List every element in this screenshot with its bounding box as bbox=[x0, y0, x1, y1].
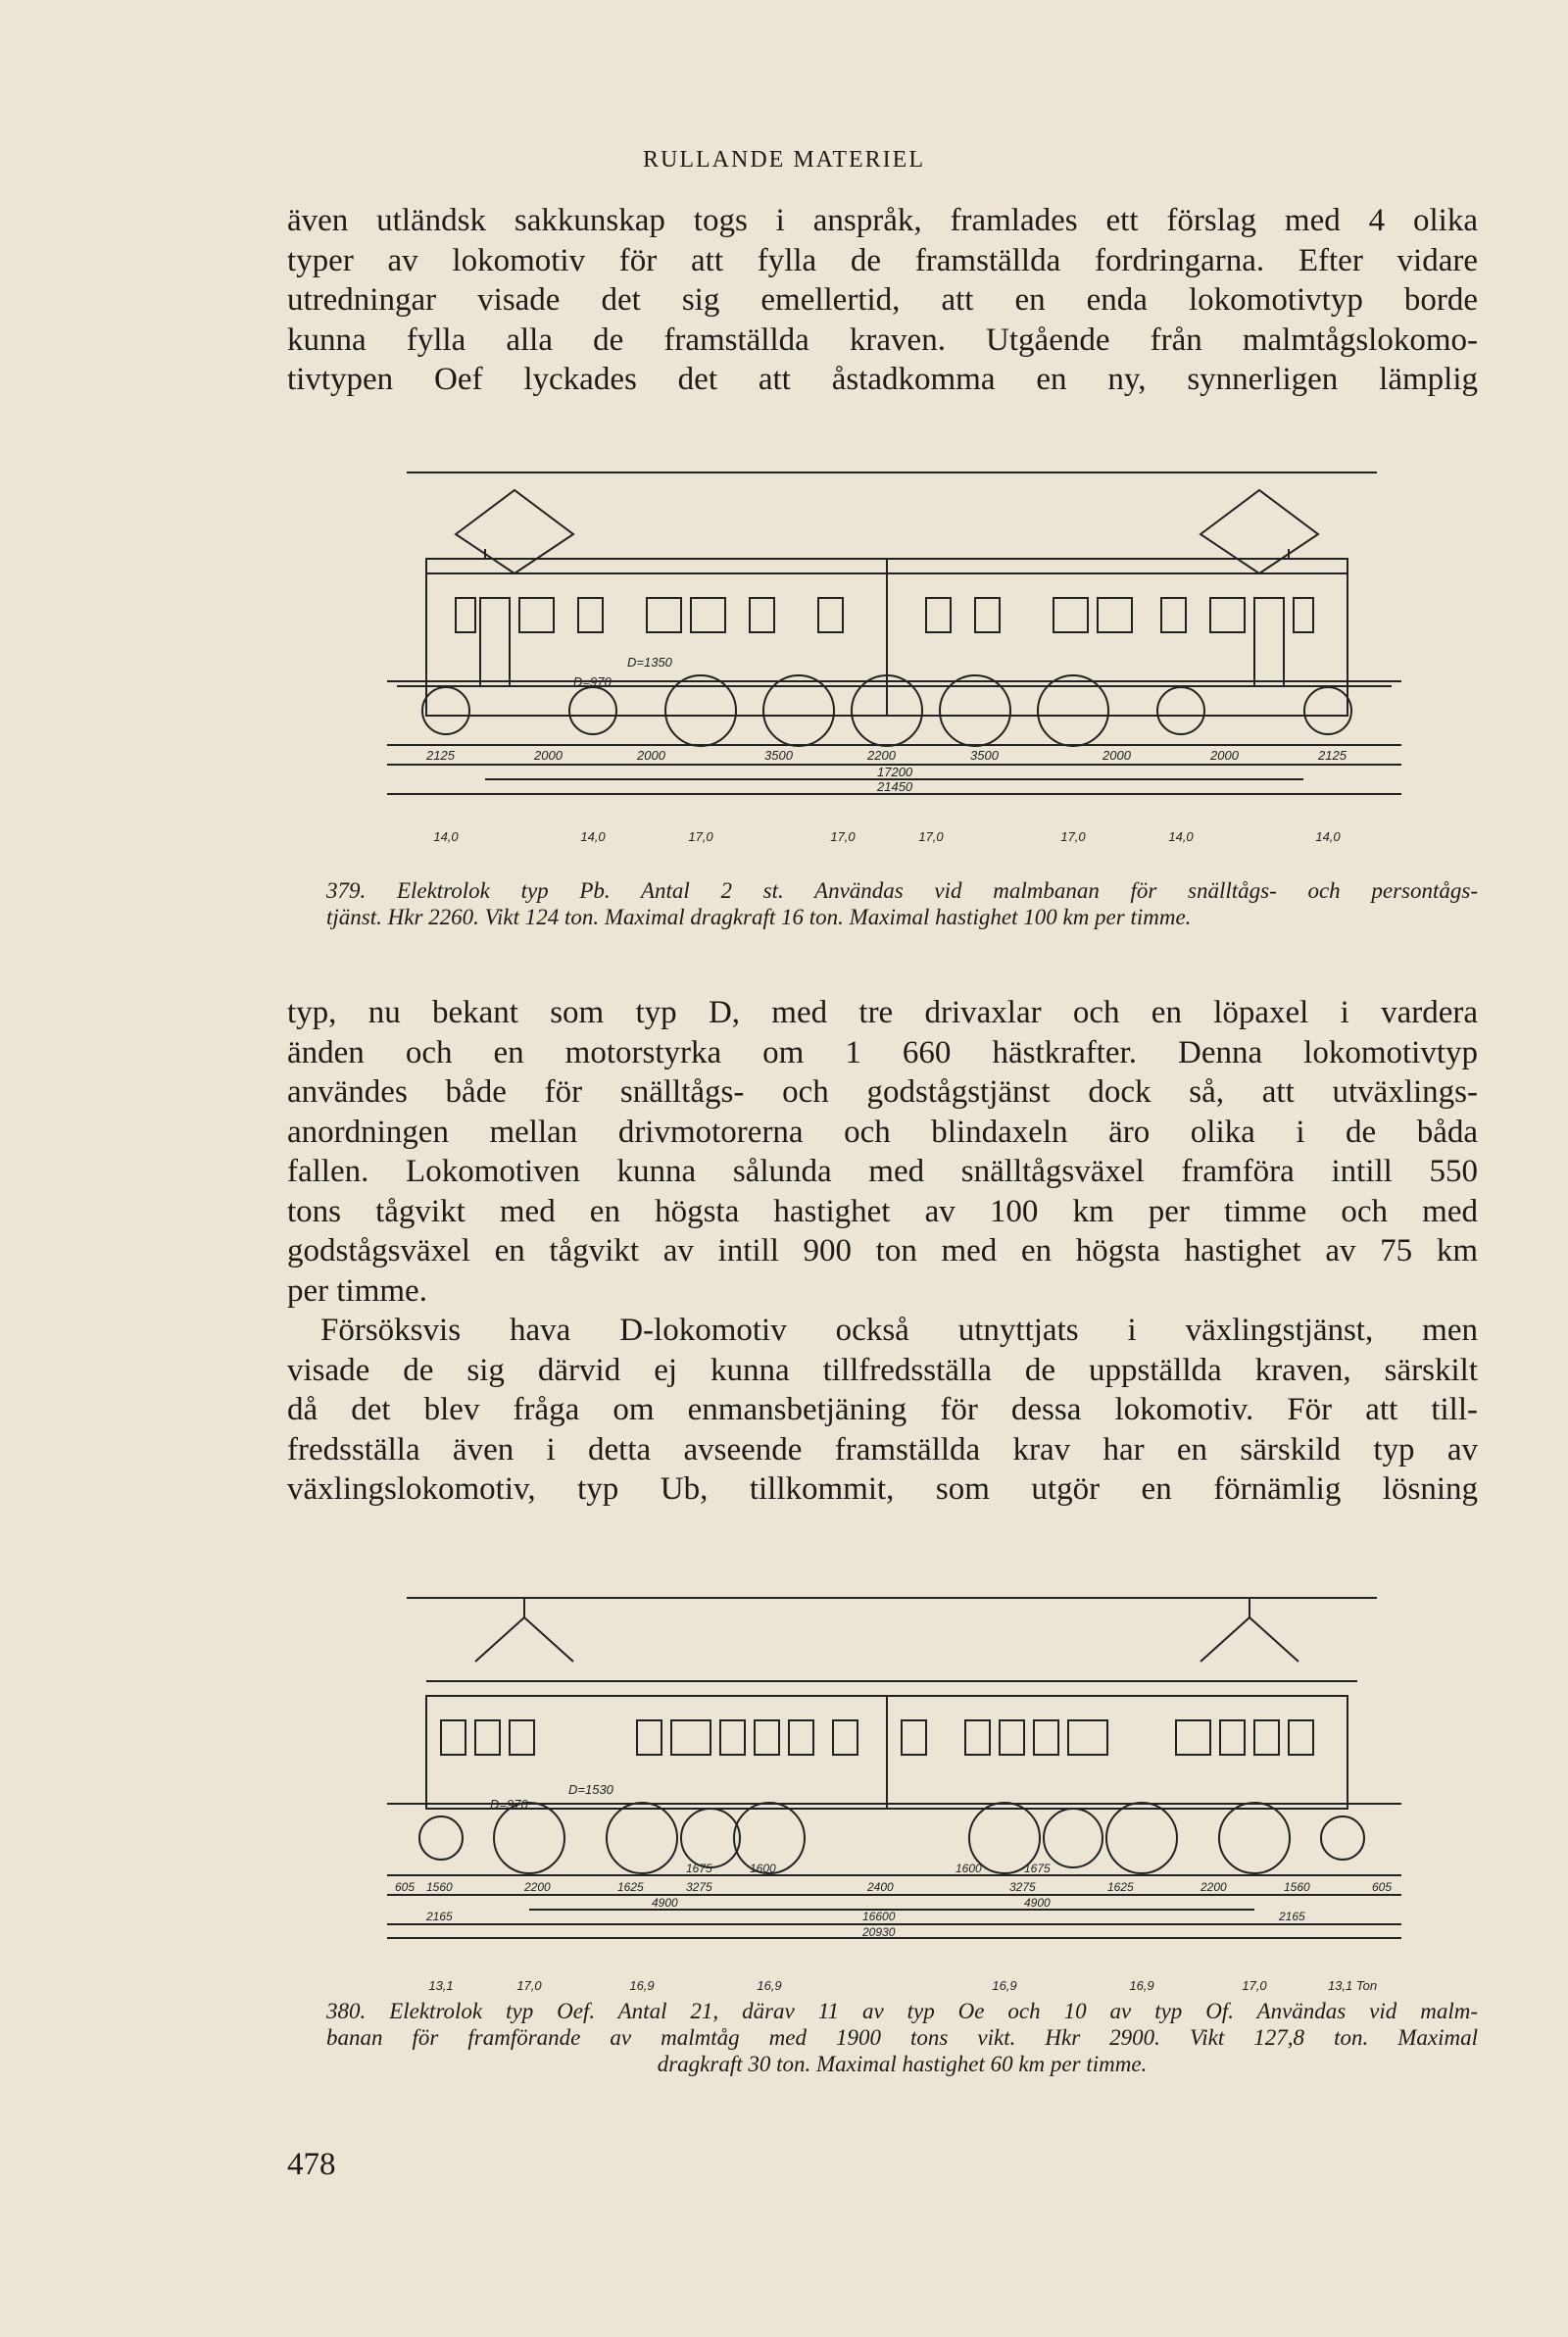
dimension-label: 1675 bbox=[1024, 1862, 1051, 1875]
axle-load-label: 14,0 bbox=[1315, 829, 1341, 844]
dimension-label: 1560 bbox=[426, 1880, 453, 1894]
dimension-label: 3500 bbox=[764, 748, 793, 763]
paragraph-2 bbox=[287, 993, 1478, 1311]
wheel-diameter-label: D=1350 bbox=[627, 655, 672, 670]
axle-load-label: 17,0 bbox=[516, 1978, 542, 1993]
text-line: användes både för snälltågs- och godstågstjänst dock så, att utväxlings- bbox=[287, 1074, 1478, 1110]
dimension-label: 2000 bbox=[637, 748, 665, 763]
dimension-label: 2200 bbox=[1200, 1880, 1227, 1894]
axle-load-label: 16,9 bbox=[757, 1978, 782, 1993]
dimension-label: 1625 bbox=[617, 1880, 644, 1894]
axle-load-label: 17,0 bbox=[1060, 829, 1086, 844]
dimension-label: 1600 bbox=[956, 1862, 982, 1875]
axle-load-label: 17,0 bbox=[1242, 1978, 1267, 1993]
caption-line: 379. Elektrolok typ Pb. Antal 2 st. Användas vid malmbanan för snälltågs- och persontågs- bbox=[326, 878, 1478, 903]
text-line: utredningar visade det sig emellertid, att en enda lokomotivtyp borde bbox=[287, 282, 1478, 318]
axle-load-label: 17,0 bbox=[830, 829, 856, 844]
axle-load-label: 16,9 bbox=[992, 1978, 1017, 1993]
text-line: tons tågvikt med en högsta hastighet av 100 km per timme och med bbox=[287, 1193, 1478, 1229]
caption-line: tjänst. Hkr 2260. Vikt 124 ton. Maximal dragkraft 16 ton. Maximal hastighet 100 km per timme. bbox=[326, 905, 1192, 929]
axle-load-label: 14,0 bbox=[1168, 829, 1194, 844]
dimension-label: 1675 bbox=[686, 1862, 712, 1875]
dimension-label: 2000 bbox=[1102, 748, 1131, 763]
paragraph-1 bbox=[287, 201, 1478, 400]
wheel-diameter-label: D=970 bbox=[490, 1797, 528, 1812]
dimension-label: 1560 bbox=[1284, 1880, 1310, 1894]
dimension-label: 3275 bbox=[686, 1880, 712, 1894]
text-line: godstågsväxel en tågvikt av intill 900 ton med en högsta hastighet av 75 km bbox=[287, 1233, 1478, 1268]
dimension-label: 1600 bbox=[750, 1862, 776, 1875]
caption-line: banan för framförande av malmtåg med 1900 tons vikt. Hkr 2900. Vikt 127,8 ton. Maximal bbox=[326, 2025, 1478, 2050]
figure-379-caption bbox=[326, 877, 1478, 930]
text-line: även utländsk sakkunskap togs i anspråk, framlades ett förslag med 4 olika bbox=[287, 203, 1478, 238]
dimension-label: 17200 bbox=[877, 765, 913, 779]
caption-line: dragkraft 30 ton. Maximal hastighet 60 km per timme. bbox=[657, 2052, 1148, 2076]
text-line: per timme. bbox=[287, 1272, 427, 1309]
dimension-label: 2000 bbox=[1210, 748, 1239, 763]
text-line: växlingslokomotiv, typ Ub, tillkommit, som utgör en förnämlig lösning bbox=[287, 1471, 1478, 1507]
dimension-label: 2400 bbox=[867, 1880, 894, 1894]
dimension-label: 1625 bbox=[1107, 1880, 1134, 1894]
text-line: typer av lokomotiv för att fylla de framställda fordringarna. Efter vidare bbox=[287, 242, 1478, 278]
text-line: visade de sig därvid ej kunna tillfredsställa de uppställda kraven, särskilt bbox=[287, 1352, 1478, 1388]
paragraph-3 bbox=[287, 1311, 1478, 1510]
text-line: tivtypen Oef lyckades det att åstadkomma en ny, synnerligen lämplig bbox=[287, 362, 1478, 397]
dimension-label: 2125 bbox=[1318, 748, 1347, 763]
text-line: kunna fylla alla de framställda kraven. Utgående från malmtågslokomo- bbox=[287, 322, 1478, 358]
dimension-label: 21450 bbox=[877, 779, 913, 794]
dimension-label: 605 bbox=[1372, 1880, 1393, 1894]
wheel-diameter-label: D=970 bbox=[573, 674, 612, 689]
axle-load-label: 16,9 bbox=[629, 1978, 655, 1993]
axle-load-label: 14,0 bbox=[580, 829, 606, 844]
dimension-label: 4900 bbox=[1024, 1896, 1051, 1910]
text-line: då det blev fråga om enmansbetjäning för dessa lokomotiv. För att till- bbox=[287, 1392, 1478, 1427]
figure-380-caption bbox=[326, 1998, 1478, 2077]
dimension-label: 20930 bbox=[862, 1925, 896, 1939]
text-line: fredsställa även i detta avseende framställda krav har en särskild typ av bbox=[287, 1431, 1478, 1467]
page-number: 478 bbox=[287, 2147, 336, 2182]
dimension-label: 2200 bbox=[524, 1880, 551, 1894]
figure-380-locomotive-drawing bbox=[387, 1583, 1401, 2000]
dimension-label: 2165 bbox=[1279, 1910, 1305, 1923]
axle-load-label: 13,1 Ton bbox=[1327, 1978, 1378, 1993]
axle-load-label: 17,0 bbox=[918, 829, 944, 844]
dimension-label: 3500 bbox=[970, 748, 999, 763]
axle-load-label: 17,0 bbox=[688, 829, 713, 844]
dimension-label: 16600 bbox=[862, 1910, 896, 1923]
text-line: typ, nu bekant som typ D, med tre drivaxlar och en löpaxel i vardera bbox=[287, 995, 1478, 1030]
axle-load-label: 13,1 bbox=[428, 1978, 454, 1993]
running-header: RULLANDE MATERIEL bbox=[643, 147, 925, 173]
axle-load-label: 14,0 bbox=[433, 829, 459, 844]
text-line: Försöksvis hava D-lokomotiv också utnyttjats i växlingstjänst, men bbox=[320, 1313, 1478, 1348]
text-line: anordningen mellan drivmotorerna och blindaxeln äro olika i de båda bbox=[287, 1114, 1478, 1150]
dimension-label: 2125 bbox=[426, 748, 455, 763]
dimension-label: 2165 bbox=[426, 1910, 453, 1923]
text-line: fallen. Lokomotiven kunna sålunda med snälltågsväxel framföra intill 550 bbox=[287, 1154, 1478, 1189]
dimension-label: 3275 bbox=[1009, 1880, 1036, 1894]
dimension-label: 2000 bbox=[534, 748, 563, 763]
caption-line: 380. Elektrolok typ Oef. Antal 21, därav 11 av typ Oe och 10 av typ Of. Användas vid malm- bbox=[326, 1999, 1478, 2023]
axle-load-label: 16,9 bbox=[1129, 1978, 1154, 1993]
dimension-label: 4900 bbox=[652, 1896, 678, 1910]
dimension-label: 605 bbox=[395, 1880, 416, 1894]
dimension-label: 2200 bbox=[867, 748, 896, 763]
text-line: änden och en motorstyrka om 1 660 hästkrafter. Denna lokomotivtyp bbox=[287, 1034, 1478, 1070]
wheel-diameter-label: D=1530 bbox=[568, 1782, 613, 1797]
figure-379-locomotive-drawing bbox=[387, 461, 1401, 882]
